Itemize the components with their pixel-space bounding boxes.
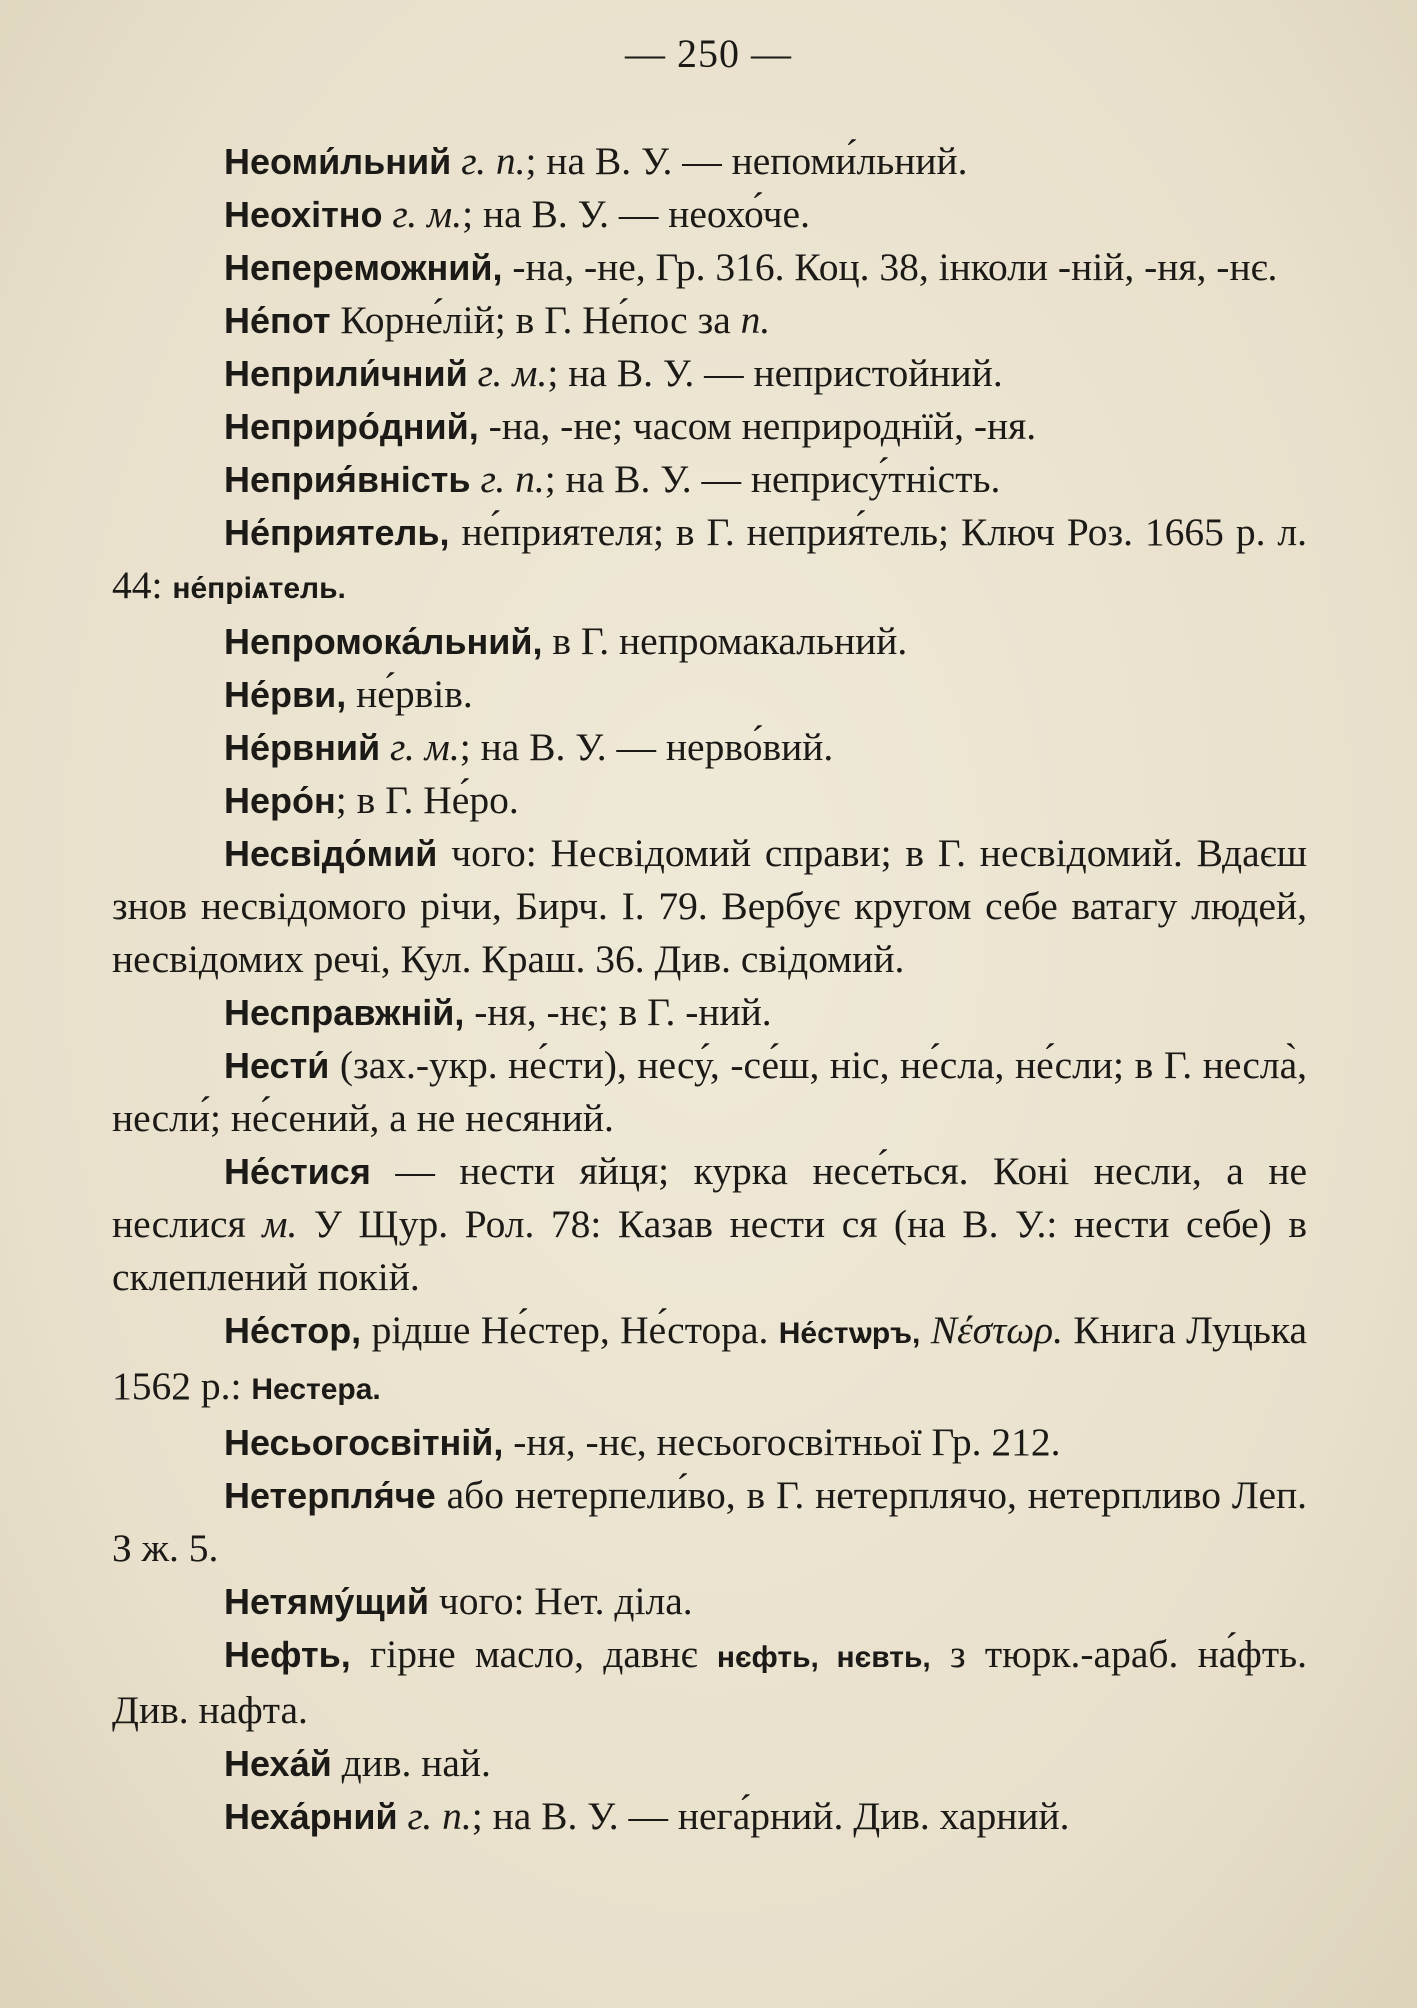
dictionary-entry xyxy=(112,294,1307,347)
entry-headword: Несьогосвітній, xyxy=(224,1422,504,1463)
dictionary-entry xyxy=(112,1575,1307,1628)
entry-text: або нетерпели́во, в Г. нетерплячо, нетерпливо Леп. З ж. 5. xyxy=(112,1473,1307,1570)
grammar-note: м. xyxy=(262,1202,298,1246)
grammar-note: г. м. xyxy=(390,725,460,769)
grammar-note: г. м. xyxy=(392,192,463,236)
entry-text: ; на В. У. — непрису́тність. xyxy=(544,457,1001,501)
entry-headword: Нести́ xyxy=(224,1045,330,1086)
greek-word: Νέστωρ. xyxy=(930,1308,1064,1352)
entry-text: -на, -не, Гр. 316. Коц. 38, інколи -ній, -ня, -нє. xyxy=(502,245,1278,289)
entry-text: гірне масло, давнє xyxy=(350,1632,717,1676)
entry-headword: Непереможний, xyxy=(224,247,503,288)
grammar-note: г. м. xyxy=(477,351,548,395)
dictionary-entry xyxy=(112,986,1307,1039)
dictionary-entry xyxy=(112,1469,1307,1575)
dictionary-entry xyxy=(112,1416,1307,1469)
dictionary-entry xyxy=(112,1790,1307,1843)
entry-text: не́рвів. xyxy=(346,672,473,716)
entry-text xyxy=(451,139,461,183)
entry-text: в Г. непромакальний. xyxy=(542,619,908,663)
entry-text: ; на В. У. — нерво́вий. xyxy=(459,725,834,769)
entry-headword: Неха́рний xyxy=(224,1796,398,1837)
entry-text: Книга Луцька 1562 р.: xyxy=(112,1308,1308,1408)
grammar-note: г. п. xyxy=(480,457,545,501)
entry-text xyxy=(471,457,481,501)
dictionary-entry xyxy=(112,827,1307,986)
entry-text: ; в Г. Не́ро. xyxy=(335,778,519,822)
entry-headword: Неприя́вність xyxy=(224,459,471,500)
dictionary-entry xyxy=(112,1737,1307,1790)
entry-text: У Щур. Рол. 78: Казав нести ся (на В. У.: нести себе) в склеплений покій. xyxy=(112,1202,1307,1299)
dictionary-entry xyxy=(112,188,1307,241)
dictionary-entry xyxy=(112,1039,1307,1145)
entry-headword: Несвідо́мий xyxy=(224,833,438,874)
dictionary-entry xyxy=(112,347,1307,400)
entry-headword: Не́рви, xyxy=(224,674,347,715)
dictionary-entry xyxy=(112,400,1307,453)
entry-headword: Не́приятель, xyxy=(224,512,450,553)
dictionary-entry xyxy=(112,1145,1307,1304)
entry-text: -на, -не; часом неприроднїй, -ня. xyxy=(478,404,1037,448)
entry-text: див. най. xyxy=(331,1741,491,1785)
page-number: — 250 — xyxy=(625,31,792,76)
grammar-note: г. п. xyxy=(407,1794,472,1838)
entry-headword: Несправжній, xyxy=(224,992,465,1033)
dictionary-entry xyxy=(112,668,1307,721)
entry-headword: Неро́н xyxy=(224,780,336,821)
old-form: не́пріѧтель. xyxy=(172,572,346,605)
old-form: нєфть, нєвть, xyxy=(716,1641,931,1674)
entry-text xyxy=(468,351,478,395)
entry-headword: Неха́й xyxy=(224,1743,332,1784)
entry-text xyxy=(920,1308,930,1352)
entry-headword: Нетерпля́че xyxy=(224,1475,436,1516)
dictionary-entry xyxy=(112,1304,1307,1416)
entry-headword: Неприли́чний xyxy=(224,353,468,394)
entry-headword: Неоми́льний xyxy=(224,141,452,182)
dictionary-entry xyxy=(112,241,1307,294)
entry-text: не́приятеля; в Г. неприя́тель; Ключ Роз. 1665 р. л. 44: xyxy=(112,510,1307,607)
entry-text xyxy=(398,1794,408,1838)
dictionary-entry xyxy=(112,1628,1307,1737)
entry-headword: Не́рвний xyxy=(224,727,381,768)
grammar-note: п. xyxy=(740,298,771,342)
entry-text: ; на В. У. — непристойний. xyxy=(547,351,1003,395)
entry-text xyxy=(383,192,393,236)
entry-text: чого: Нет. діла. xyxy=(429,1579,693,1623)
entry-text: (зах.-укр. не́сти), несу́, -се́ш, ніс, не́сла, не́сли; в Г. несла̀, несли́; не́сений, а не несяний. xyxy=(112,1043,1307,1140)
dictionary-entry xyxy=(112,774,1307,827)
dictionary-entry xyxy=(112,506,1307,615)
entry-headword: Не́стор, xyxy=(224,1310,362,1351)
dictionary-entry xyxy=(112,721,1307,774)
entries-list xyxy=(112,135,1307,1843)
entry-headword: Нефть, xyxy=(224,1634,351,1675)
dictionary-entry xyxy=(112,135,1307,188)
entry-text: -ня, -нє; в Г. -ний. xyxy=(464,990,772,1034)
entry-headword: Неохітно xyxy=(224,194,383,235)
entry-headword: Нетяму́щий xyxy=(224,1581,429,1622)
entry-text: -ня, -нє, несьогосвітньої Гр. 212. xyxy=(503,1420,1061,1464)
entry-text: ; на В. У. — непоми́льний. xyxy=(525,139,968,183)
entry-text: з тюрк.-араб. на́фть. Див. нафта. xyxy=(112,1632,1307,1732)
old-form: Не́стѡръ, xyxy=(778,1317,921,1350)
grammar-note: г. п. xyxy=(461,139,526,183)
dictionary-entry xyxy=(112,453,1307,506)
entry-text xyxy=(380,725,390,769)
entry-text: ; на В. У. — нега́рний. Див. харний. xyxy=(471,1794,1070,1838)
entry-headword: Не́стися xyxy=(224,1151,371,1192)
entry-text: ; на В. У. — неохо́че. xyxy=(462,192,810,236)
entry-text: рідше Не́стер, Не́стора. xyxy=(361,1308,779,1352)
entry-text: чого: Несвідомий справи; в Г. несвідомий. Вдаєш знов несвідомого річи, Бирч. І. 79. Вербує кругом себе ватагу людей, несвідомих речі, Кул. Краш. 36. Див. свідомий. xyxy=(112,831,1307,981)
entry-headword: Неприро́дний, xyxy=(224,406,479,447)
entry-headword: Непромока́льний, xyxy=(224,621,543,662)
entry-text: — нести яйця; курка несе́ться. Коні несли, а не неслися xyxy=(112,1149,1307,1246)
dictionary-entry xyxy=(112,615,1307,668)
old-form: Нестера. xyxy=(251,1373,381,1406)
entry-text: Корне́лій; в Г. Не́пос за xyxy=(330,298,741,342)
entry-headword: Не́пот xyxy=(224,300,331,341)
